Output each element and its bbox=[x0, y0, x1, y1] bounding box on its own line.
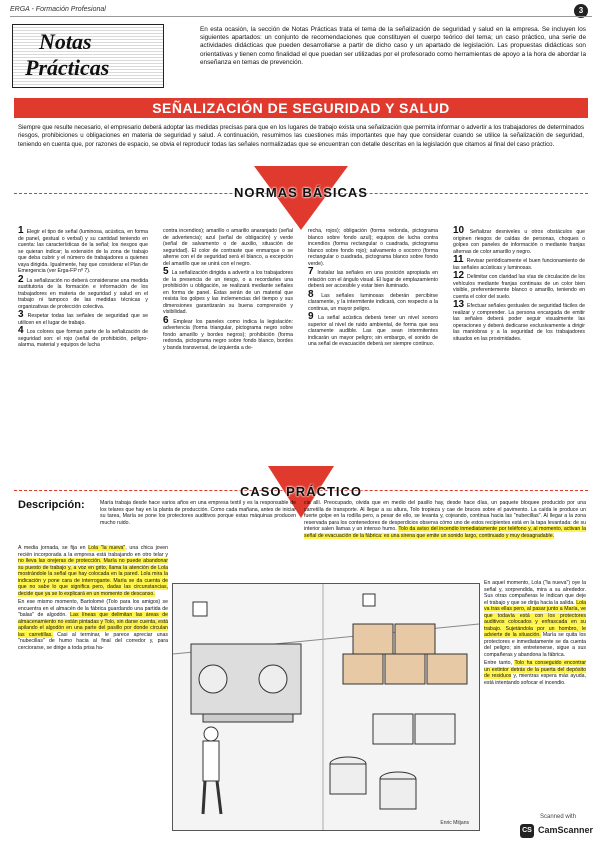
norma-item bbox=[18, 325, 149, 349]
normas-col-1 bbox=[18, 225, 149, 351]
normas-col-2 bbox=[163, 228, 293, 353]
scanner-line1: Scanned with bbox=[540, 814, 577, 820]
caso-right-hl2: Lola va tras ellas pero, al pasar junto a María, ve que todavía está con los protectores auditivos colocados y enfrascada en su trabajo. Sujetándola por un hombro, le advierte de la situación. bbox=[484, 599, 586, 638]
caso-right-hl1: Tolo da aviso del incendio inmediatamente por teléfono y, al momento, activan la señal de evacuación de la fábrica: es una sirena que emite un sonido largo, continuado y muy desagradable. bbox=[304, 526, 586, 539]
norma-number: 6 bbox=[163, 314, 174, 326]
norma-text: contra incendios); amarillo o amarillo anaranjado (señal de advertencia); azul (señal de obligación) y verde (señal de salvamento o de auxilio, situación de seguridad). El color de contraste que enmarque o se alterne con el de seguridad será el blanco, a excepción del amarillo que se unirá con el negro. bbox=[163, 228, 293, 267]
norma-item bbox=[18, 309, 148, 326]
caso-p3-b: Casi al terminar, le parece apreciar unas "nubecillas" de humo hacia al final del corredor y, para cerciorarse, se dirige a toda prisa ha- bbox=[18, 631, 169, 651]
norma-item bbox=[308, 288, 438, 313]
norma-number: 8 bbox=[308, 288, 322, 300]
caso-p3-hl: Las líneas que delimitan las áreas de almacenamiento no están pintadas y Tolo, sin darse cuenta, está apilando el algodón en una parte del pasillo por donde circulan las carretillas. bbox=[18, 612, 168, 638]
illustration-credit: Enric Mitjans bbox=[440, 820, 469, 826]
norma-number: 2 bbox=[18, 273, 27, 285]
norma-number: 7 bbox=[308, 266, 318, 277]
norma-text: Efectuar señales gestuales de seguridad fáciles de realizar y comprender. La persona encargada de emitir las señales deberá poder seguir visualmente las operaciones y deberá dedicarse exclusivamente a dirigir las maniobras y a la seguridad de los trabajadores situados en las proximidades. bbox=[453, 303, 585, 342]
norma-item bbox=[453, 254, 585, 271]
norma-text: La señalización no deberá considerarse una medida sustitutoria de la formación e información de los trabajadores en materia de seguridad y salud en el trabajo ni tampoco de las medidas técnicas y organizativas de protección colectiva. bbox=[18, 277, 148, 310]
norma-text: Señalizar desniveles u otros obstáculos que originen riesgos de caídas de personas, choques o golpes con paneles de información o mediante franjas alternas de color amarillo y negro. bbox=[453, 229, 585, 255]
caso-right-hl3: Tolo ha conseguido encontrar un extintor detrás de la puerta del depósito de residuos bbox=[484, 660, 587, 679]
norma-item bbox=[18, 225, 149, 275]
norma-text: Las señales luminosas deberán percibirse claramente, y la intermitente indicará, con respecto a la continua, un mayor peligro. bbox=[308, 292, 438, 312]
norma-item bbox=[163, 266, 293, 316]
norma-text: Elegir el tipo de señal (luminosa, acústica, en forma de panel, gestual o verbal) y su cantidad teniendo en cuenta: las características de la señal; los riesgos que se quieran indicar; la extensión de la zona de trabajo que deba cubrir y el número de trabajadores a quienes vaya dirigida. Igualmente, hay que considerar el Plan de Emergencia (ver Erga-FP nº 7). bbox=[18, 229, 149, 274]
norma-number: 11 bbox=[453, 254, 467, 265]
norma-text: La señal acústica deberá tener un nivel sonoro superior al nivel de ruido ambiental, de forma que sea claramente audible. Las que sean intermitentes indicarán un mayor peligro; sin embargo, el sonido de una señal de evacuación deberá ser siempre continuo. bbox=[308, 315, 438, 347]
norma-item bbox=[163, 228, 293, 267]
caso-p3-a: En ese mismo momento, Bartolomé (Tolo para los amigos) se encuentra en el almacén de la fábrica guardando una partida de "balas" de algodón. bbox=[18, 599, 168, 618]
intro-text: En esta ocasión, la sección de Notas Prácticas trata el tema de la señalización de seguridad y salud en la empresa. Se incluyen los siguientes apartados: un conjunto de recomendaciones que constituyen el cuerpo teórico del tema; un caso práctico, una serie de actividades didácticas que pueden desarrollarse a partir de dicho caso y un apartado de legislación. Las propuestas didácticas son orientativas y tienen como finalidad el que puedan ser utilizadas por el profesorado como herramientas de apoyo a la hora de abordar la enseñanza en temas de prevención. bbox=[200, 26, 586, 66]
norma-number: 4 bbox=[18, 325, 27, 336]
norma-number: 13 bbox=[453, 299, 468, 310]
page-number: 3 bbox=[574, 4, 588, 18]
logo-line1: Notas bbox=[39, 29, 92, 54]
lead-paragraph: Siempre que resulte necesario, el empresario deberá adoptar las medidas precisas para que en los lugares de trabajo exista una señalización que permita informar o advertir a los trabajadores de determinados riesgos, prohibiciones u obligaciones en materia de seguridad y salud. A continuación, resumimos las cuestiones más importantes que hay que considerar cuando se utilice la señalización de seguridad, teniendo en cuenta que, por razones de espacio, se obvia el reproducir todas las señales normalizadas que se encuentran con detalle descritas en la legislación que citamos al final del caso práctico. bbox=[18, 124, 584, 148]
scanner-line2: CamScanner bbox=[538, 825, 594, 835]
norma-item bbox=[453, 299, 585, 342]
norma-number: 9 bbox=[308, 311, 319, 322]
caso-p2-hl2: no lleva las orejeras de protección. María no puede abandonar su puesto de trabajo y, a voz en grito, llama la atención de Lola mostrándole la señal que hay colocada en la pared. Lola mira la indicación y pone cara de interrogante. María se da cuenta de que no sabe lo que significa pero, dadas las circunstancias, decide que ya se lo explicará en un momento de descanso. bbox=[18, 558, 168, 597]
norma-item bbox=[453, 225, 585, 255]
running-title: ERGA - Formación Profesional bbox=[10, 6, 106, 13]
normas-heading: NORMAS BÁSICAS bbox=[234, 185, 368, 200]
factory-scene bbox=[173, 584, 479, 830]
norma-text: Delimitar con claridad las vías de circulación de los vehículos mediante franjas continuas de un color bien visible, preferentemente blanco o amarillo, teniendo en cuenta el color del suelo. bbox=[453, 274, 585, 300]
caso-right-col bbox=[484, 580, 586, 686]
descripcion-label: Descripción: bbox=[18, 499, 85, 511]
norma-number: 3 bbox=[18, 309, 28, 320]
caso-p2-a: A media jornada, se fija en bbox=[18, 545, 89, 551]
caso-right-p3-b: y, mientras espera más ayuda, está intentando sofocar el incendio. bbox=[484, 673, 586, 686]
norma-text: Instalar las señales en una posición apropiada en relación con el ángulo visual. El lugar de emplazamiento deberá ser accesible y estar bien iluminado. bbox=[308, 270, 438, 289]
logo-line2: Prácticas bbox=[25, 55, 110, 80]
caso-right-top-text: cia allí. Preocupado, olvida que en medio del pasillo hay, desde hace días, un paquete bloquee producido por una carretilla de transporte. Al llegar a su altura, Tolo tropieza y cae de bruces sobre el pavimento. La caída le produce un fuerte golpe en la rodilla pero, a pesar de ello, se levanta y, cojeando, continua hacia las "nubecillas". Al llegar a la zona reservada para los contenedores de desperdicios observa cómo uno de estos recipientes está en la tapa levantada: de su interior salen llamas y un intenso humo. bbox=[304, 500, 586, 532]
norma-text: Respetar todas las señales de seguridad que se utilicen en el lugar de trabajo. bbox=[18, 313, 148, 326]
norma-text: La señalización dirigida a advertir a los trabajadores de la presencia de un riesgo, o a recordarles una prohibición u obligación, se realizará mediante señales en forma de panel. Éstas serán de un material que resista los golpes y las inclemencias del tiempo y sus dimensiones garantizarán su buena comprensión y visibilidad. bbox=[163, 270, 293, 315]
normas-heading-wrap bbox=[0, 184, 602, 202]
norma-item bbox=[453, 270, 585, 300]
factory-illustration bbox=[172, 583, 480, 831]
loom-machine bbox=[191, 644, 301, 722]
camscanner-icon: CS bbox=[520, 824, 534, 838]
normas-col-3 bbox=[308, 228, 438, 350]
norma-item bbox=[308, 266, 438, 290]
caso-p2-hl1: Lola "la nueva" bbox=[88, 545, 126, 551]
norma-item bbox=[308, 311, 438, 348]
norma-number: 12 bbox=[453, 270, 467, 281]
header-rule bbox=[10, 16, 592, 17]
normas-col-4 bbox=[453, 225, 585, 344]
caso-heading: CASO PRÁCTICO bbox=[239, 484, 363, 499]
norma-item bbox=[163, 314, 293, 352]
caso-right-p3-a: Entre tanto, bbox=[484, 660, 515, 666]
page-title: SEÑALIZACIÓN DE SEGURIDAD Y SALUD bbox=[14, 98, 588, 118]
norma-number: 1 bbox=[18, 225, 27, 236]
caso-heading-wrap bbox=[0, 483, 602, 501]
caso-left-body bbox=[18, 545, 168, 651]
caso-right-top bbox=[304, 500, 586, 539]
caso-right-p2-a: En aquel momento, Lola ("la nueva") oye la señal y, sorprendida, mira a su alrededor. Sus otras compañeras le indican que deje el trabajo y que se dirija hacia la salida. bbox=[484, 580, 586, 606]
norma-number: 10 bbox=[453, 225, 470, 236]
norma-text: Revisar periódicamente el buen funcionamiento de las señales acústicas y luminosas. bbox=[453, 258, 585, 271]
caso-p2-b: , una chica joven recién incorporada a la empresa está trabajando en otro telar y bbox=[18, 545, 169, 558]
norma-text: Los colores que forman parte de la señalización de seguridad son: el rojo (señal de prohibición, peligro-alarma, material y equipos de lucha bbox=[18, 329, 149, 348]
scanner-badge bbox=[520, 812, 596, 842]
norma-text: Emplear los paneles como indica la legislación: advertencia (forma triangular, pictograma negro sobre fondo amarillo y bordes negros); prohibición (forma redonda, pictograma negro sobre fondo blanco, bordes y banda transversal, de izquierda a de- bbox=[163, 318, 293, 351]
norma-text: recha, rojos); obligación (forma redonda, pictograma blanco sobre fondo azul); equipos de lucha contra incendios (forma rectangular o cuadrada, pictograma blanco sobre fondo rojo); salvamento o socorro (forma rectangular o cuadrada, pictograma blanco sobre fondo verde). bbox=[308, 228, 438, 267]
norma-item bbox=[308, 228, 438, 267]
caso-left-top: María trabaja desde hace varios años en una empresa textil y es la responsable de los telares que hay en la planta de producción. Como cada mañana, antes de iniciar su tarea, María se pone los protectores auditivos porque estas máquinas producen mucho ruido. bbox=[100, 500, 296, 526]
norma-item bbox=[18, 273, 148, 311]
notas-practicas-logo bbox=[12, 24, 164, 88]
norma-number: 5 bbox=[163, 266, 172, 277]
caso-right-p2-b: María se quita los protectores e inmediatamente se da cuenta del peligro; sin entretenerse, sigue a sus compañeras y abandona la fábrica. bbox=[484, 632, 586, 658]
